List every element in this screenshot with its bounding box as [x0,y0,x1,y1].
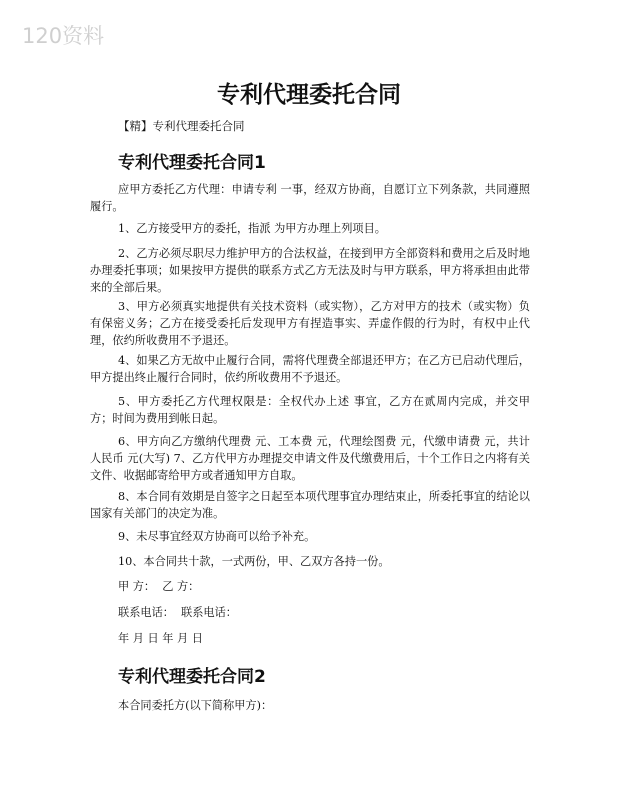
paragraph-clause-6-7: 6、甲方向乙方缴纳代理费 元、工本费 元，代理绘图费 元，代缴申请费 元，共计人民币 元(大写) 7、乙方代甲方办理提交申请文件及代缴费用后，十个工作日之内将有关文件、收据邮寄给甲方或者通知甲方自取。 [90,435,530,482]
signature-phone: 联系电话： 联系电话： [118,606,237,619]
section2-first-line: 本合同委托方(以下简称甲方)： [118,699,273,712]
paragraph-clause-4: 4、如果乙方无故中止履行合同，需将代理费全部退还甲方；在乙方已启动代理后，甲方提出终止履行合同时，依约所收费用不予退还。 [90,354,530,384]
paragraph-clause-3: 3、甲方必须真实地提供有关技术资料（或实物），乙方对甲方的技术（或实物）负有保密义务；乙方在接受委托后发现甲方有捏造事实、弄虚作假的行为时，有权中止代理，依约所收费用不予退还。 [90,300,530,347]
paragraph-clause-10: 10、本合同共十款，一式两份，甲、乙双方各持一份。 [118,555,390,568]
document-subtitle: 【精】专利代理委托合同 [118,119,245,133]
paragraph-clause-8: 8、本合同有效期是自签字之日起至本项代理事宜办理结束止，所委托事宜的结论以国家有关部门的决定为准。 [90,490,530,520]
paragraph-clause-1: 1、乙方接受甲方的委托，指派 为甲方办理上列项目。 [118,222,386,235]
signature-date: 年 月 日 年 月 日 [118,632,203,645]
paragraph-clause-5: 5、甲方委托乙方代理权限是：全权代办上述 事宜，乙方在贰周内完成，并交甲方；时间为费用到帐日起。 [90,395,530,425]
paragraph-clause-9: 9、未尽事宜经双方协商可以给予补充。 [118,530,316,543]
section-heading-2: 专利代理委托合同2 [118,667,266,687]
document-title: 专利代理委托合同 [217,82,401,108]
signature-parties: 甲 方： 乙 方： [118,580,200,593]
paragraph-clause-2: 2、乙方必须尽职尽力维护甲方的合法权益，在接到甲方全部资料和费用之后及时地办理委托事项；如果按甲方提供的联系方式乙方无法及时与甲方联系，甲方将承担由此带来的全部后果。 [90,247,530,294]
watermark: 120资料 [22,24,105,48]
paragraph-intro: 应甲方委托乙方代理：申请专利 一事，经双方协商，自愿订立下列条款，共同遵照履行。 [90,183,530,213]
section-heading-1: 专利代理委托合同1 [118,153,266,173]
